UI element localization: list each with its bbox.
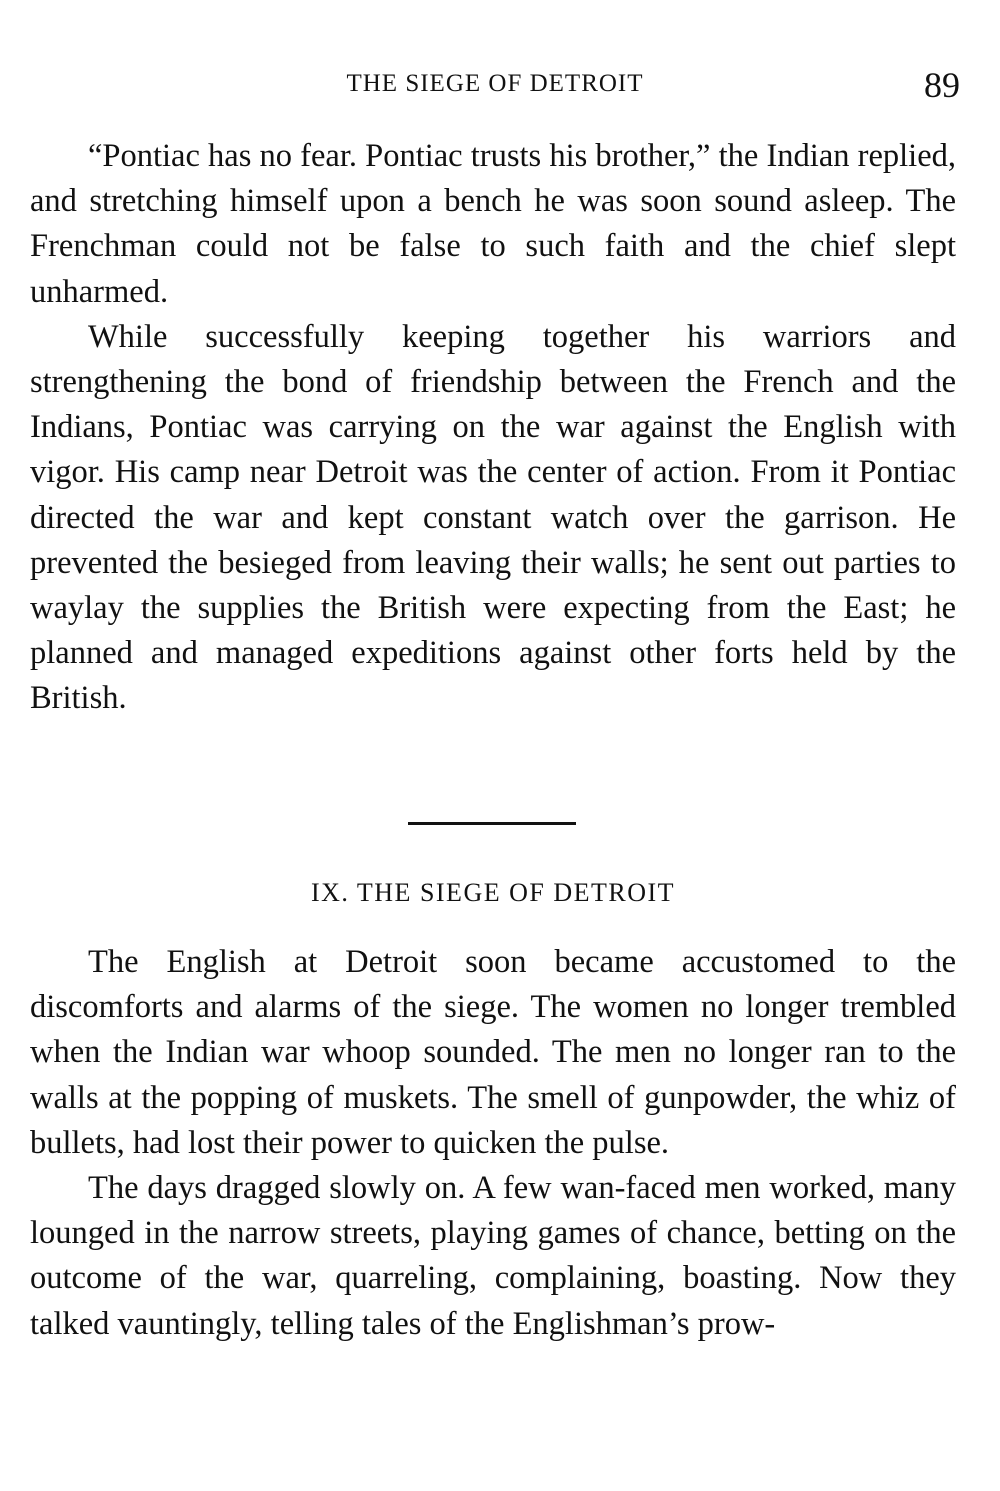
paragraph-days-dragged: The days dragged slowly on. A few wan-faced men worked, many lounged in the narrow streets, playing games of chance, betting on the outcome of the war, quarreling, complaining, boasting. Now they talked vauntingly, telling tales of the Englishman’s prow- bbox=[30, 1170, 956, 1342]
paragraph-pontiac-reply: “Pontiac has no fear. Pontiac trusts his brother,” the Indian replied, and stretching himself upon a bench he was soon sound asleep. The Frenchman could not be false to such faith and the chief slept unharmed. bbox=[30, 138, 956, 310]
paragraph-siege-alarms: The English at Detroit soon became accustomed to the discomforts and alarms of the siege. The women no longer trembled when the Indian war whoop sounded. The men no longer ran to the walls at the popping of muskets. The smell of gunpowder, the whiz of bullets, had lost their power to quicken the pulse. bbox=[30, 944, 956, 1161]
running-title: THE SIEGE OF DETROIT bbox=[346, 70, 644, 97]
paragraph-pontiac-war: While successfully keeping together his warriors and strengthening the bond of friendship between the French and the Indians, Pontiac was carrying on the war against the English with vigor. His camp near Detroit was the center of action. From it Pontiac directed the war and kept constant watch over the garrison. He prevented the besieged from leaving their walls; he sent out parties to waylay the supplies the British were expecting from the East; he planned and managed expeditions against other forts held by the British. bbox=[30, 318, 956, 717]
running-head bbox=[30, 64, 960, 104]
chapter-text-block bbox=[30, 940, 956, 1347]
top-text-block bbox=[30, 134, 956, 722]
chapter-heading: IX. THE SIEGE OF DETROIT bbox=[310, 878, 676, 907]
page-number: 89 bbox=[924, 65, 960, 105]
section-divider-rule bbox=[408, 822, 576, 825]
